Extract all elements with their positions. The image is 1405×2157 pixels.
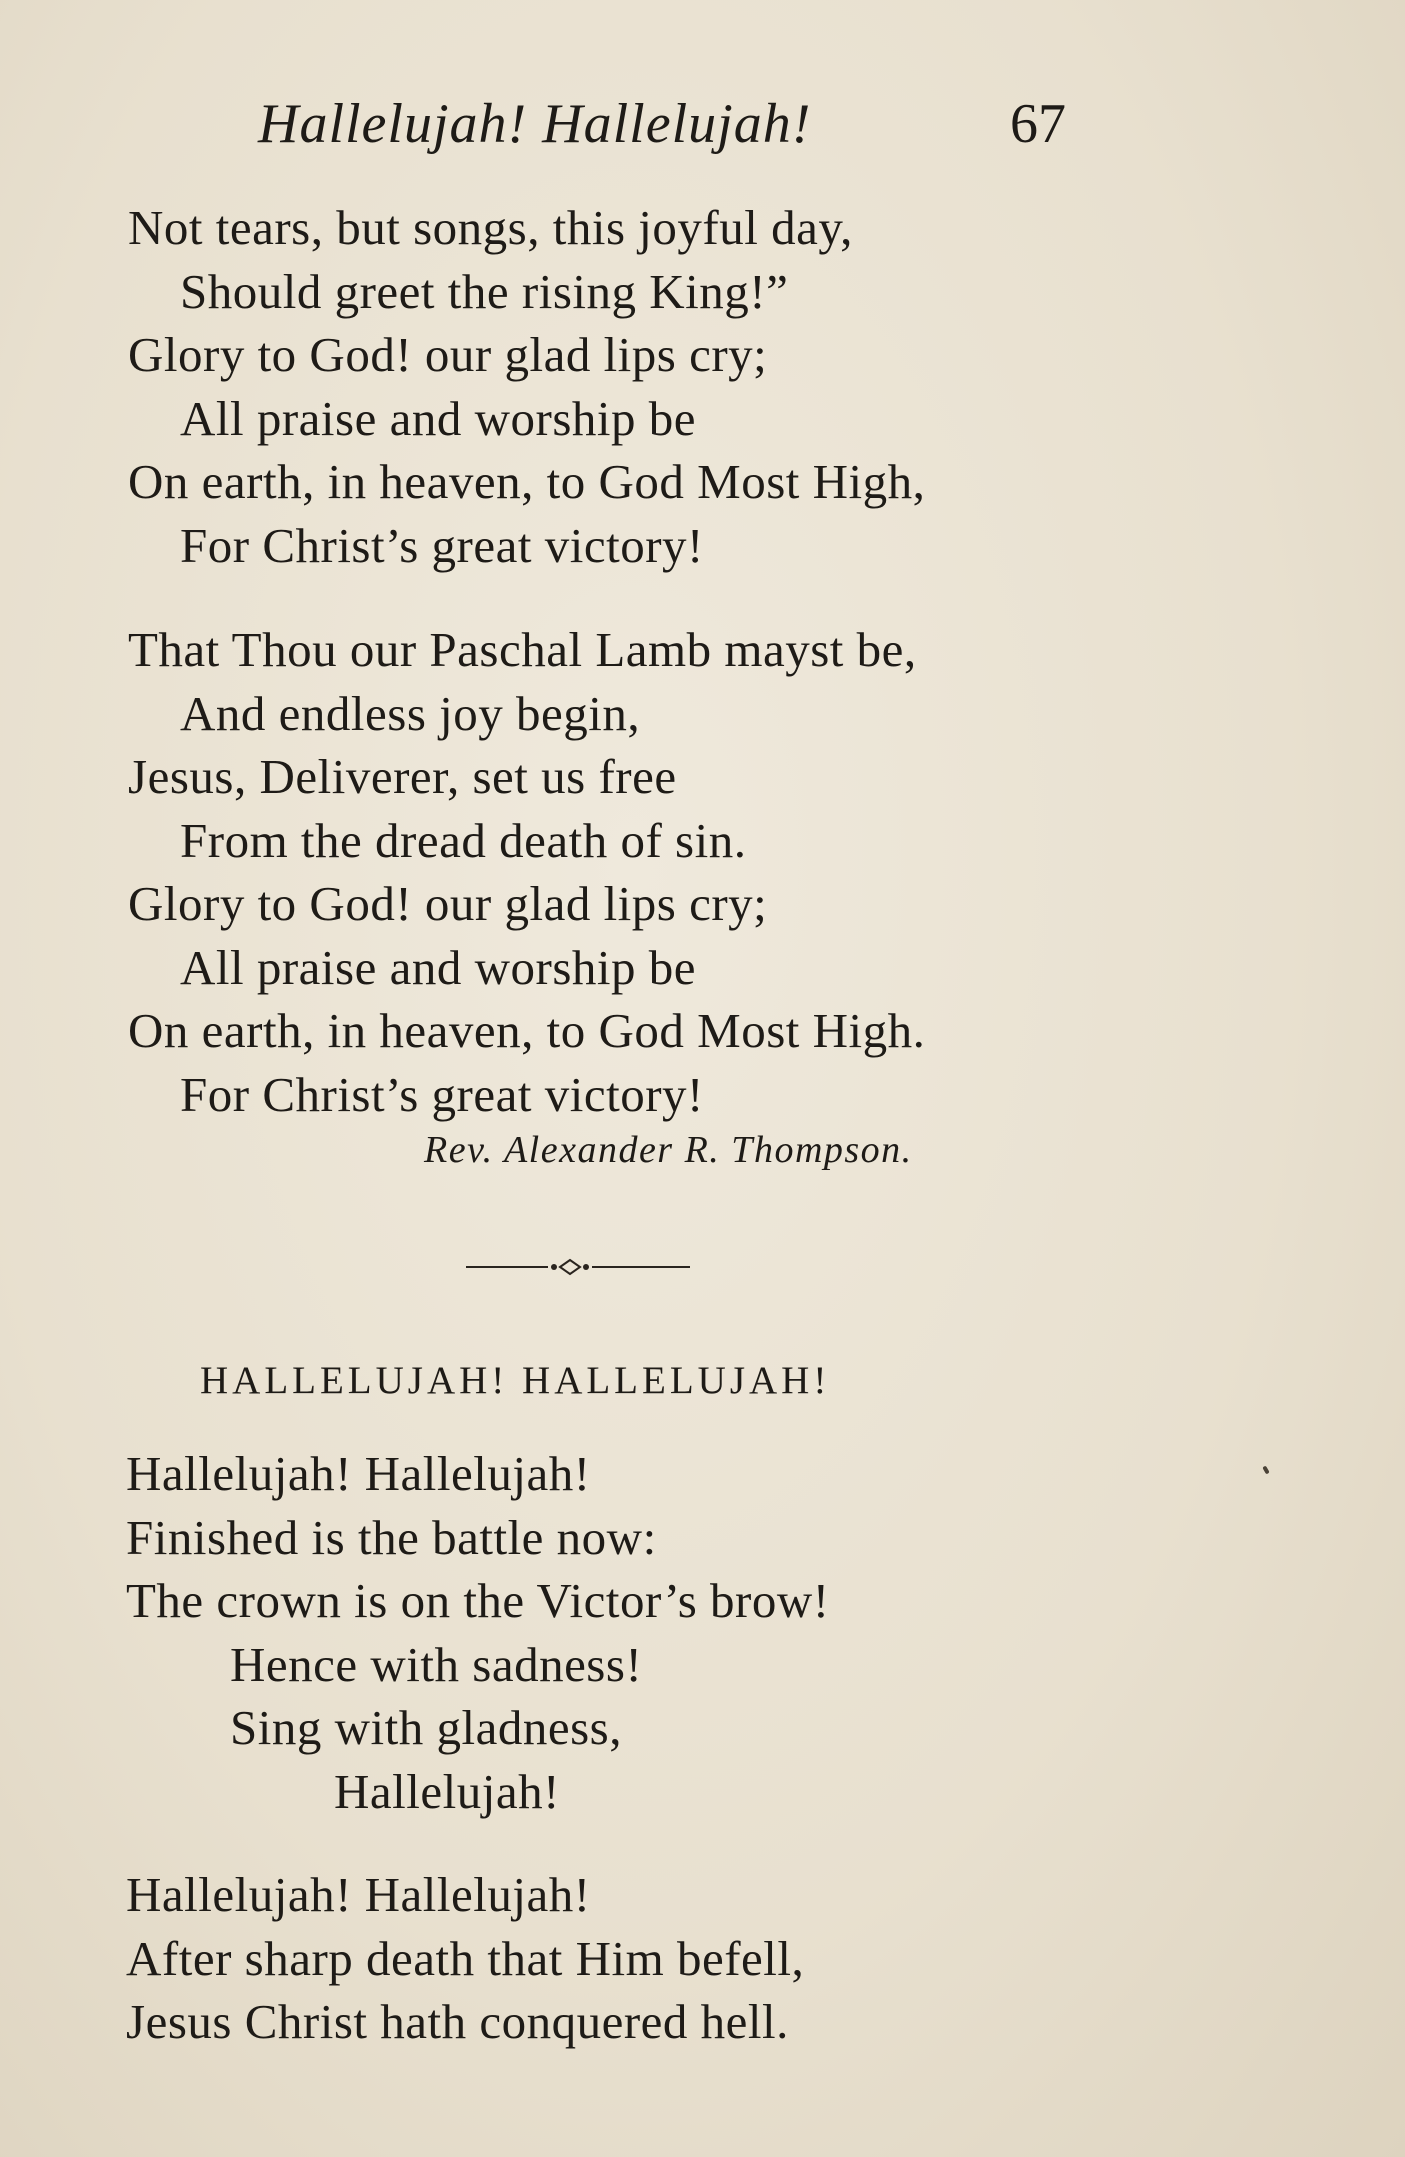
verse-line: And endless joy begin, [180, 685, 641, 741]
running-title: Hallelujah! Hallelujah! [258, 93, 812, 155]
hymn-stanza-1 [126, 1442, 830, 1823]
verse-line: After sharp death that Him befell, [126, 1930, 805, 1986]
running-head [0, 92, 1405, 172]
verse-line: Should greet the rising King!” [180, 263, 789, 319]
verse-line: On earth, in heaven, to God Most High. [128, 1003, 926, 1058]
verse-line: On earth, in heaven, to God Most High, [128, 454, 926, 509]
verse-line: Sing with gladness, [230, 1700, 622, 1755]
stanza-1 [128, 196, 925, 577]
page-number: 67 [1010, 93, 1066, 155]
verse-line: Finished is the battle now: [126, 1509, 657, 1565]
verse-line: Glory to God! our glad lips cry; [128, 876, 768, 931]
verse-line: All praise and worship be [180, 939, 696, 995]
verse-line: Hence with sadness! [230, 1636, 643, 1692]
author-attribution: Rev. Alexander R. Thompson. [424, 1129, 913, 1171]
verse-line: All praise and worship be [180, 390, 696, 446]
stanza-2 [128, 618, 925, 1126]
verse-line: Hallelujah! Hallelujah! [126, 1867, 591, 1922]
print-speck [1262, 1466, 1269, 1475]
verse-line: That Thou our Paschal Lamb mayst be, [128, 622, 917, 677]
verse-line: Hallelujah! Hallelujah! [126, 1446, 591, 1501]
verse-line: For Christ’s great victory! [180, 1066, 704, 1122]
verse-line: Hallelujah! [334, 1763, 560, 1819]
verse-line: From the dread death of sin. [180, 812, 747, 868]
verse-line: Glory to God! our glad lips cry; [128, 327, 768, 382]
verse-line: Not tears, but songs, this joyful day, [128, 200, 853, 255]
hymn-title: HALLELUJAH! HALLELUJAH! [200, 1359, 831, 1402]
verse-line: The crown is on the Victor’s brow! [126, 1573, 830, 1628]
verse-line: For Christ’s great victory! [180, 517, 704, 573]
section-divider-ornament [466, 1255, 690, 1279]
verse-line: Jesus Christ hath conquered hell. [126, 1994, 789, 2049]
hymn-stanza-2 [126, 1863, 804, 2054]
verse-line: Jesus, Deliverer, set us free [128, 749, 677, 804]
